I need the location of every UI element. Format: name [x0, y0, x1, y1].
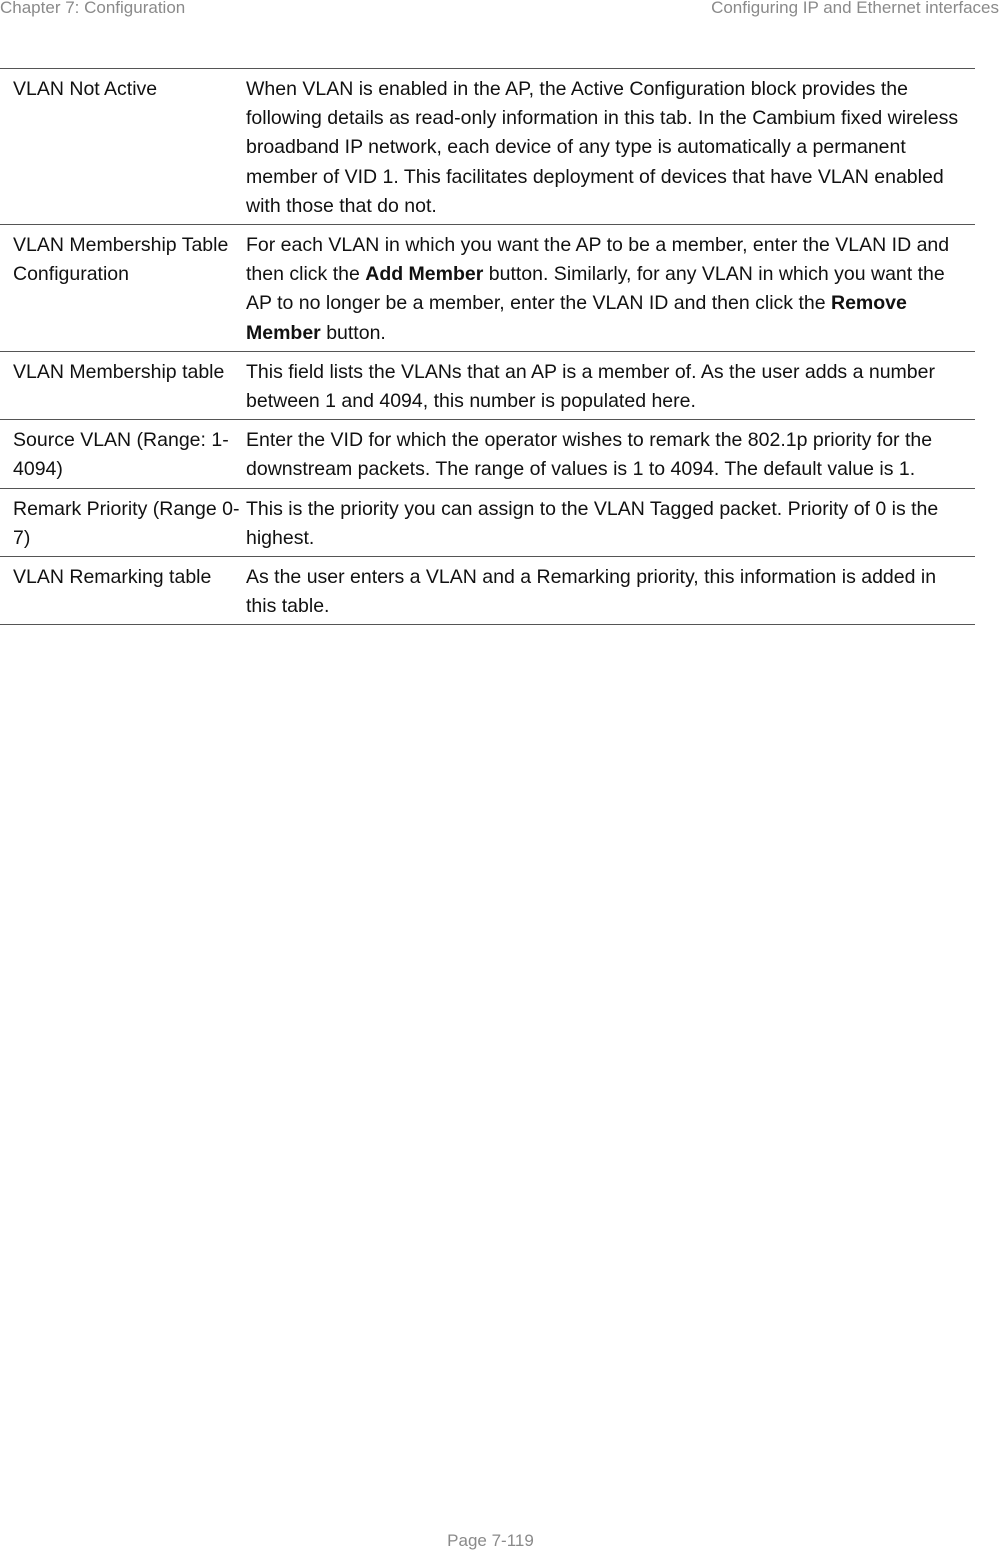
parameter-table-body	[0, 69, 975, 625]
table-row	[0, 420, 975, 488]
parameter-name: VLAN Remarking table	[0, 557, 246, 625]
table-row	[0, 69, 975, 225]
description-text: button.	[320, 321, 386, 344]
description-text: This field lists the VLANs that an AP is a member of. As the user adds a number between 1 and 4094, this number is populated here.	[246, 360, 935, 413]
parameter-name: Remark Priority (Range 0-7)	[0, 488, 246, 556]
table-row	[0, 557, 975, 625]
parameter-description	[246, 420, 975, 488]
parameter-description	[246, 225, 975, 352]
table-row	[0, 351, 975, 419]
parameter-name: VLAN Membership Table Configuration	[0, 225, 246, 352]
parameter-description	[246, 488, 975, 556]
parameter-description	[246, 69, 975, 225]
parameter-table	[0, 68, 975, 625]
running-header-chapter: Chapter 7: Configuration	[0, 0, 186, 17]
description-text: button. Similarly, for any VLAN in which you want the AP to no longer be a member, enter the VLAN ID and then click the	[246, 263, 945, 315]
parameter-name: VLAN Not Active	[0, 69, 246, 225]
table-row	[0, 488, 975, 556]
description-text: For each VLAN in which you want the AP to be a member, enter the VLAN ID and then click the	[246, 234, 950, 286]
running-header-section: Configuring IP and Ethernet interfaces	[711, 0, 999, 17]
description-text: This is the priority you can assign to the VLAN Tagged packet. Priority of 0 is the highest.	[246, 497, 939, 549]
parameter-name: VLAN Membership table	[0, 351, 246, 419]
button-name-reference: Add Member	[365, 263, 484, 286]
description-text: As the user enters a VLAN and a Remarking priority, this information is added in this table.	[246, 566, 937, 618]
description-text: When VLAN is enabled in the AP, the Active Configuration block provides the following details as read-only information in this tab. In the Cambium fixed wireless broadband IP network, each device of any type is automatically a permanent member of VID 1. This facilitates deployment of devices that have VLAN enabled with those that do not.	[246, 78, 959, 217]
parameter-name: Source VLAN (Range: 1-4094)	[0, 420, 246, 488]
parameter-description	[246, 557, 975, 625]
parameter-description	[246, 351, 975, 419]
page-number: Page 7-119	[447, 1531, 534, 1550]
description-text: Enter the VID for which the operator wishes to remark the 802.1p priority for the downstream packets. The range of values is 1 to 4094. The default value is 1.	[246, 429, 933, 481]
button-name-reference: Remove Member	[246, 292, 907, 344]
table-row	[0, 225, 975, 352]
